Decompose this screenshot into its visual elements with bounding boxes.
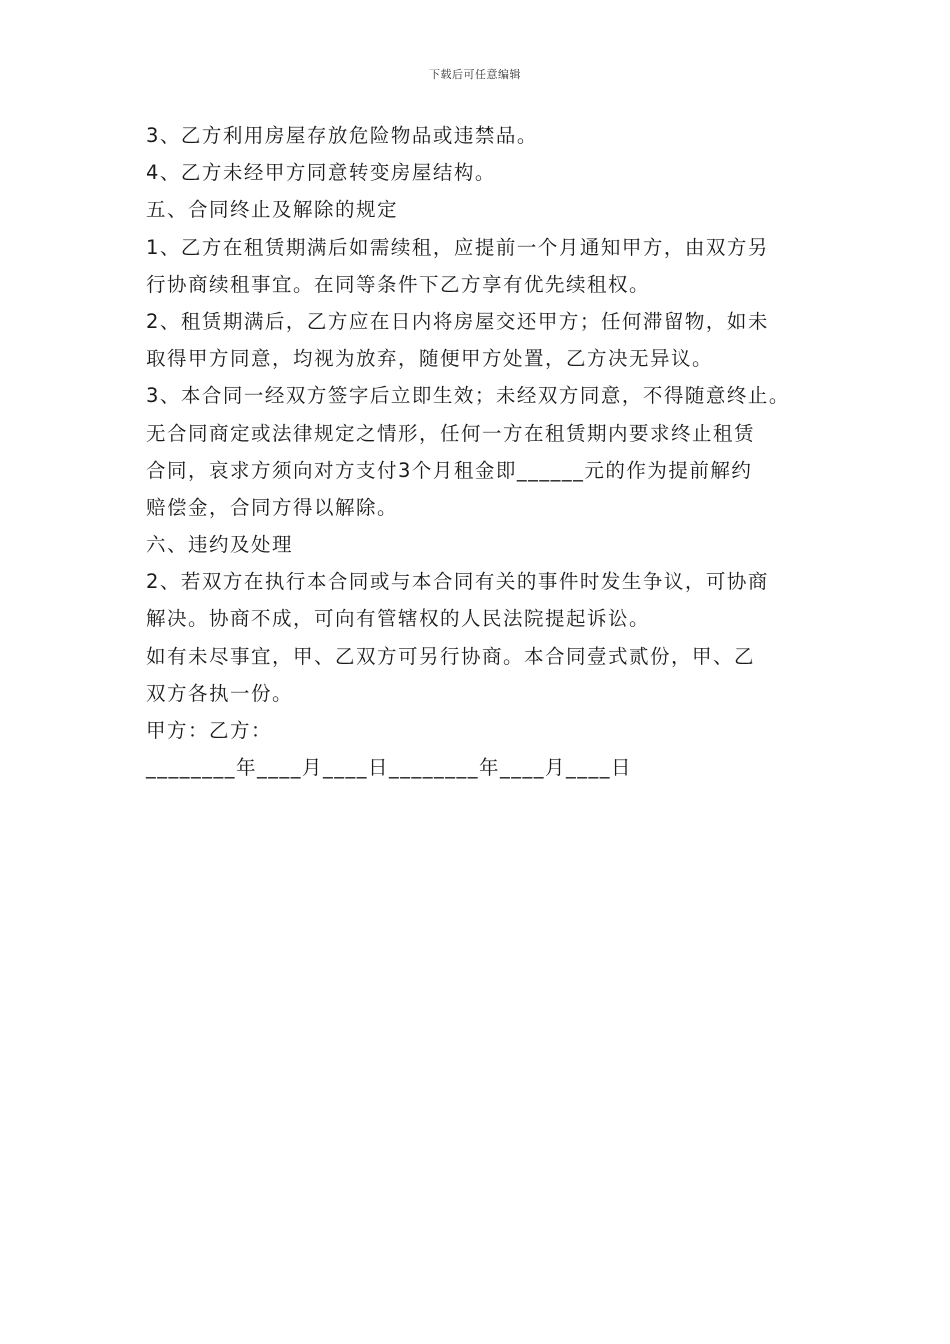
section-heading-termination: 五、合同终止及解除的规定	[146, 198, 399, 222]
termination-clause-3-line-1: 3、本合同一经双方签字后立即生效；未经双方同意，不得随意终止。	[146, 384, 790, 408]
termination-clause-2-line-1: 2、租赁期满后，乙方应在日内将房屋交还甲方；任何滞留物，如未	[146, 309, 769, 333]
termination-clause-1-line-2: 行协商续租事宜。在同等条件下乙方享有优先续租权。	[146, 272, 651, 296]
clause-4-structure-change: 4、乙方未经甲方同意转变房屋结构。	[146, 161, 496, 185]
closing-clause-line-1: 如有未尽事宜，甲、乙双方可另行协商。本合同壹式贰份，甲、乙	[146, 644, 756, 668]
document-body	[146, 117, 836, 786]
breach-clause-2-line-2: 解决。协商不成，可向有管辖权的人民法院提起诉讼。	[146, 607, 651, 631]
termination-clause-3-line-3: 合同，哀求方须向对方支付3个月租金即______元的作为提前解约	[146, 458, 753, 482]
breach-clause-2-line-1: 2、若双方在执行本合同或与本合同有关的事件时发生争议，可协商	[146, 570, 769, 594]
signature-dates: ________年____月____日________年____月____日	[146, 756, 633, 780]
section-heading-breach: 六、违约及处理	[146, 533, 294, 557]
closing-clause-line-2: 双方各执一份。	[146, 681, 294, 705]
termination-clause-1-line-1: 1、乙方在租赁期满后如需续租，应提前一个月通知甲方，由双方另	[146, 235, 769, 259]
page-header: 下载后可任意编辑	[429, 68, 521, 81]
termination-clause-3-line-4: 赔偿金，合同方得以解除。	[146, 495, 399, 519]
termination-clause-3-line-2: 无合同商定或法律规定之情形，任何一方在租赁期内要求终止租赁	[146, 421, 756, 445]
termination-clause-2-line-2: 取得甲方同意，均视为放弃，随便甲方处置，乙方决无异议。	[146, 347, 714, 371]
signature-parties: 甲方：乙方：	[146, 719, 273, 742]
clause-3-dangerous-goods: 3、乙方利用房屋存放危险物品或违禁品。	[146, 124, 538, 147]
